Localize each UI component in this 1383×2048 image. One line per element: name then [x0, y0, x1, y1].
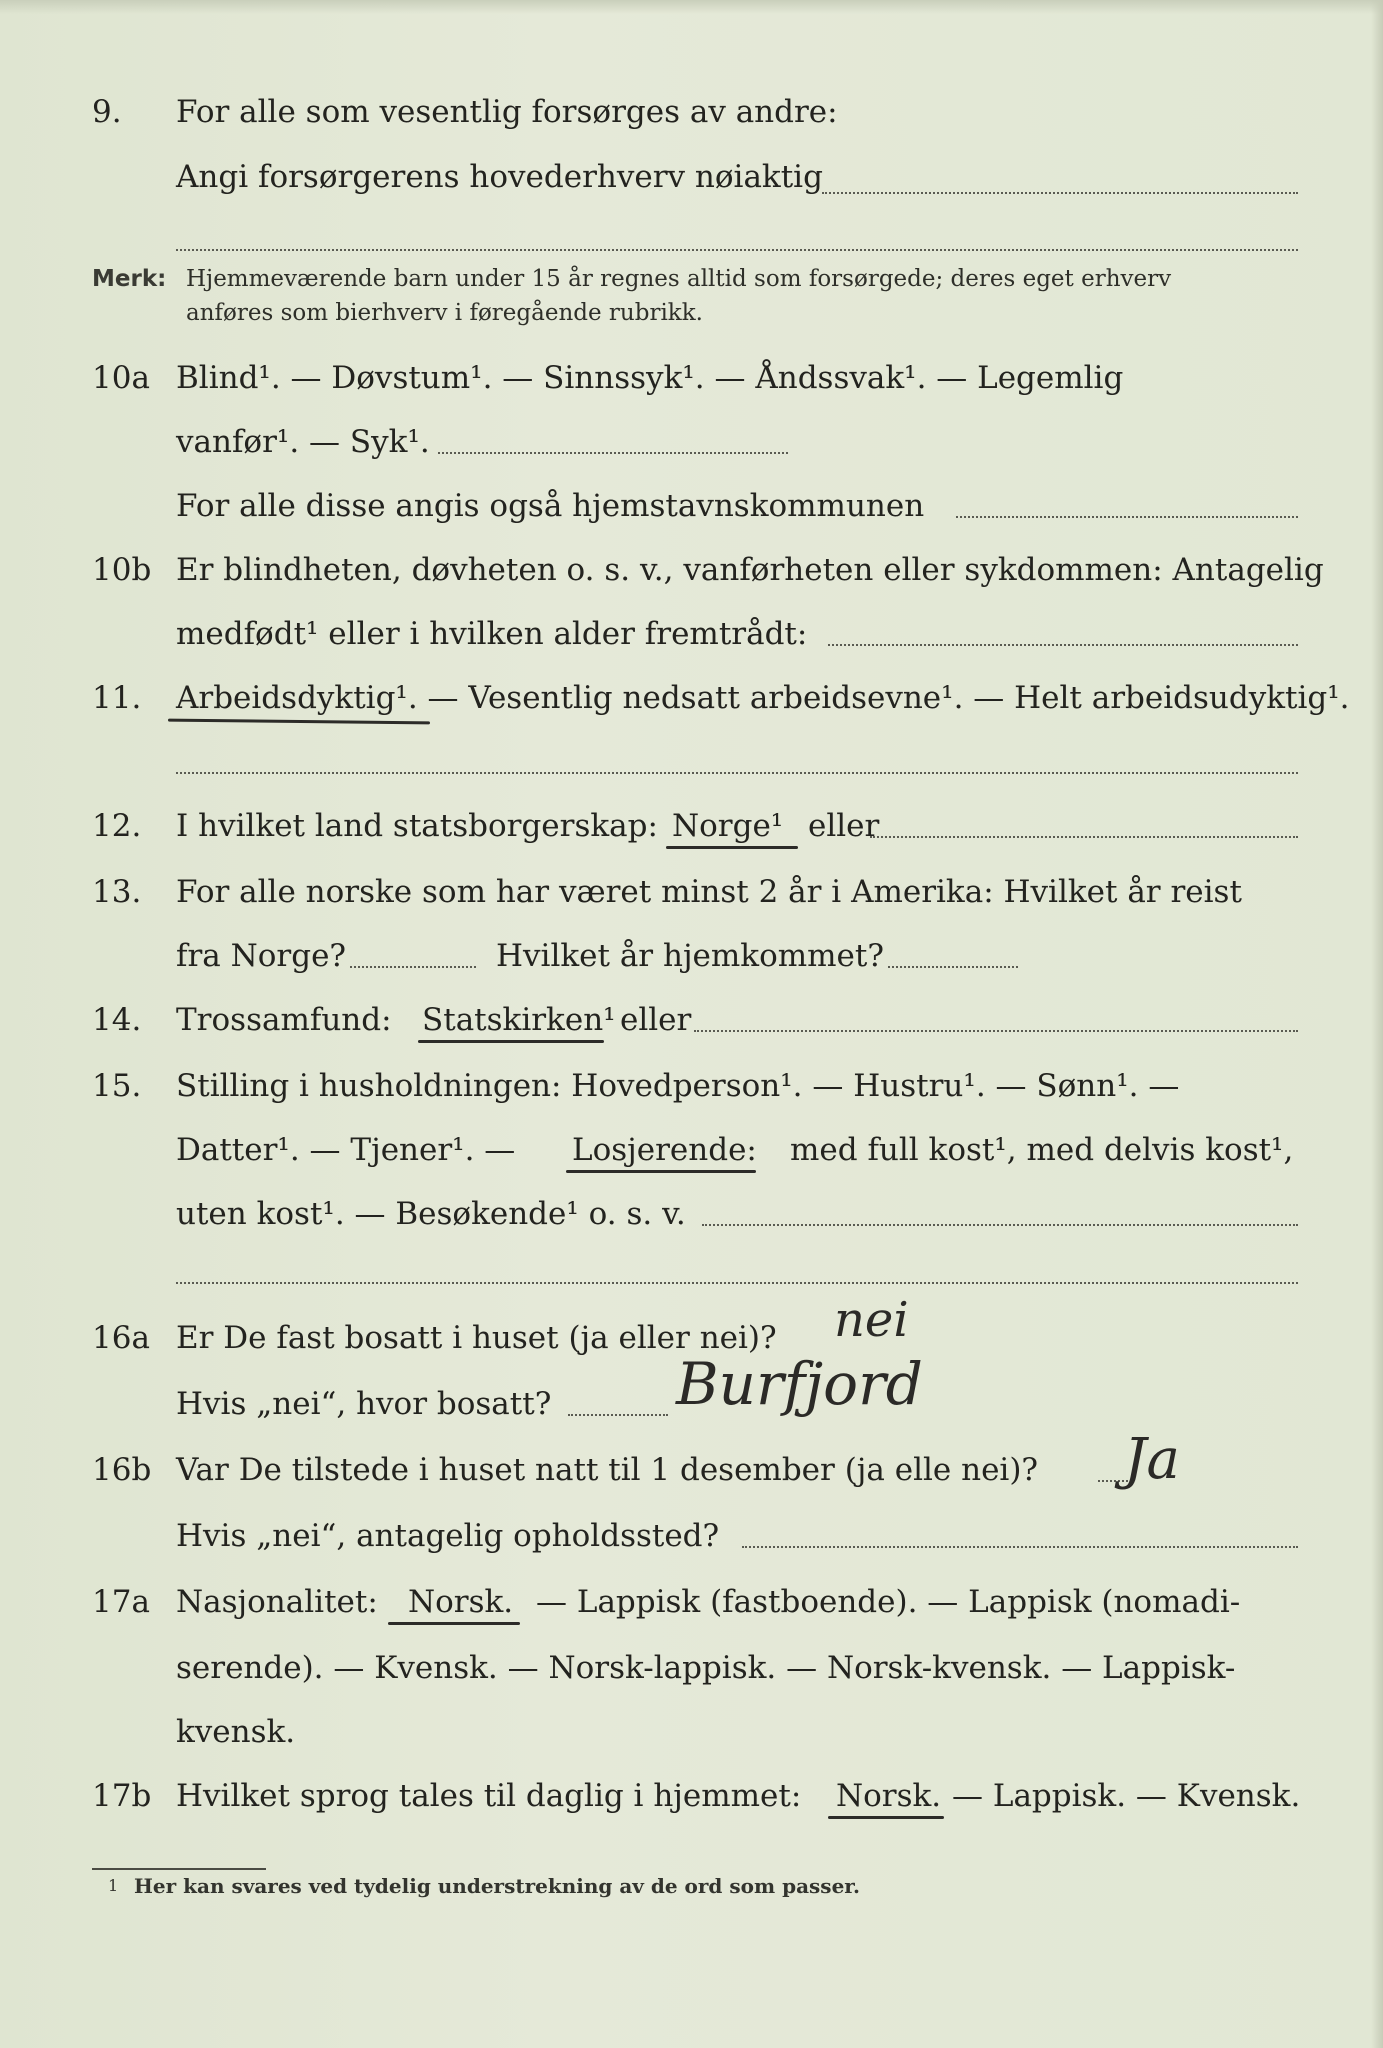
- q17a-handwritten-underline: [388, 1622, 520, 1625]
- q16b-line2: Hvis „nei“, antagelig opholdssted?: [176, 1518, 720, 1554]
- q9-number: 9.: [92, 94, 122, 130]
- q12-post: eller: [808, 808, 880, 844]
- q11-number: 11.: [92, 680, 142, 716]
- q12-handwritten-underline: [666, 846, 798, 849]
- q13-line2b: Hvilket år hjemkommet?: [496, 938, 884, 974]
- q14-statskirken: Statskirken¹: [422, 1002, 616, 1038]
- q14-handwritten-underline: [418, 1040, 604, 1043]
- q17b-norsk: Norsk.: [836, 1778, 942, 1814]
- q16a-line2: Hvis „nei“, hvor bosatt?: [176, 1386, 552, 1422]
- q15-line2pre: Datter¹. — Tjener¹. —: [176, 1132, 516, 1168]
- q11-answer-line[interactable]: [176, 772, 1298, 774]
- q13-hjemkommet-answer-line[interactable]: [888, 966, 1018, 968]
- q10a-syk-answer-line[interactable]: [438, 452, 788, 454]
- q10b-answer-line[interactable]: [828, 644, 1298, 646]
- q16a-handwritten-answer1: nei: [834, 1292, 909, 1348]
- q16b-line1: Var De tilstede i huset natt til 1 desember (ja elle nei)?: [176, 1452, 1039, 1488]
- q10a-line2: vanfør¹. — Syk¹.: [176, 424, 430, 460]
- q17a-line3: kvensk.: [176, 1714, 296, 1750]
- q15-line1: Stilling i husholdningen: Hovedperson¹. — Hustru¹. — Sønn¹. —: [176, 1068, 1180, 1104]
- q11-arbeidsdyktig: Arbeidsdyktig¹.: [176, 680, 418, 716]
- q15-handwritten-underline: [566, 1170, 756, 1173]
- footnote-mark: 1: [108, 1876, 119, 1895]
- q17b-pre: Hvilket sprog tales til daglig i hjemmet:: [176, 1778, 802, 1814]
- q16a-answer-line[interactable]: [568, 1414, 668, 1416]
- q14-answer-line[interactable]: [694, 1030, 1298, 1032]
- q9-line1: For alle som vesentlig forsørges av andre:: [176, 94, 838, 130]
- q14-post: eller: [620, 1002, 692, 1038]
- q10a-number: 10a: [92, 360, 150, 396]
- q15-losjerende: Losjerende:: [572, 1132, 757, 1168]
- footnote-text: Her kan svares ved tydelig understrekning av de ord som passer.: [134, 1874, 860, 1898]
- q16a-handwritten-answer2: Burfjord: [676, 1350, 923, 1418]
- q10a-line3: For alle disse angis også hjemstavnskommunen: [176, 488, 925, 524]
- q16b-opholdssted-answer-line[interactable]: [742, 1546, 1298, 1548]
- q17a-norsk: Norsk.: [408, 1584, 514, 1620]
- q10b-number: 10b: [92, 552, 152, 588]
- q15-line3: uten kost¹. — Besøkende¹ o. s. v.: [176, 1196, 686, 1232]
- q10a-line1: Blind¹. — Døvstum¹. — Sinnssyk¹. — Åndssvak¹. — Legemlig: [176, 360, 1124, 396]
- q12-answer-line[interactable]: [870, 836, 1298, 838]
- q17a-pre: Nasjonalitet:: [176, 1584, 378, 1620]
- q10b-line2: medfødt¹ eller i hvilken alder fremtrådt:: [176, 616, 808, 652]
- q11-handwritten-underline: [168, 719, 430, 725]
- merk-line2: anføres som bierhverv i føregående rubrikk.: [186, 300, 703, 326]
- merk-line1: Hjemmeværende barn under 15 år regnes alltid som forsørgede; deres eget erhverv: [186, 266, 1172, 292]
- q13-reist-answer-line[interactable]: [350, 966, 476, 968]
- page-edge-top: [0, 0, 1383, 14]
- footnote-rule: [92, 1868, 266, 1870]
- q17b-number: 17b: [92, 1778, 152, 1814]
- q17a-post: — Lappisk (fastboende). — Lappisk (nomadi-: [536, 1584, 1241, 1620]
- q16a-line1: Er De fast bosatt i huset (ja eller nei)?: [176, 1320, 777, 1356]
- q11-line: [176, 678, 1350, 718]
- q10b-line1: Er blindheten, døvheten o. s. v., vanførheten eller sykdommen: Antagelig: [176, 552, 1324, 588]
- q15-answer-line-2[interactable]: [176, 1282, 1298, 1284]
- q12-pre: I hvilket land statsborgerskap:: [176, 808, 658, 844]
- q17b-post: — Lappisk. — Kvensk.: [952, 1778, 1301, 1814]
- q16a-number: 16a: [92, 1320, 150, 1356]
- q15-number: 15.: [92, 1068, 142, 1104]
- q12-norge: Norge¹: [672, 808, 784, 844]
- q13-line1: For alle norske som har været minst 2 år i Amerika: Hvilket år reist: [176, 874, 1242, 910]
- q14-pre: Trossamfund:: [176, 1002, 392, 1038]
- q16b-number: 16b: [92, 1452, 152, 1488]
- q17a-line2: serende). — Kvensk. — Norsk-lappisk. — Norsk-kvensk. — Lappisk-: [176, 1650, 1236, 1686]
- q9-line2: Angi forsørgerens hovederhverv nøiaktig: [176, 159, 823, 195]
- q10a-kommune-answer-line[interactable]: [956, 516, 1298, 518]
- q15-line2post: med full kost¹, med delvis kost¹,: [790, 1132, 1294, 1168]
- merk-label: Merk:: [92, 266, 167, 292]
- q15-answer-line[interactable]: [702, 1224, 1298, 1226]
- q11-rest: — Vesentlig nedsatt arbeidsevne¹. — Helt arbeidsudyktig¹.: [417, 680, 1350, 716]
- q9-answer-line-2[interactable]: [176, 249, 1298, 251]
- q9-answer-line[interactable]: [822, 192, 1298, 194]
- page-edge-right: [1371, 0, 1383, 2048]
- q13-line2a: fra Norge?: [176, 938, 347, 974]
- q12-number: 12.: [92, 808, 142, 844]
- q17b-handwritten-underline: [828, 1816, 944, 1819]
- q14-number: 14.: [92, 1002, 142, 1038]
- q16b-handwritten-answer1: Ja: [1124, 1427, 1180, 1492]
- q13-number: 13.: [92, 874, 142, 910]
- q17a-number: 17a: [92, 1584, 150, 1620]
